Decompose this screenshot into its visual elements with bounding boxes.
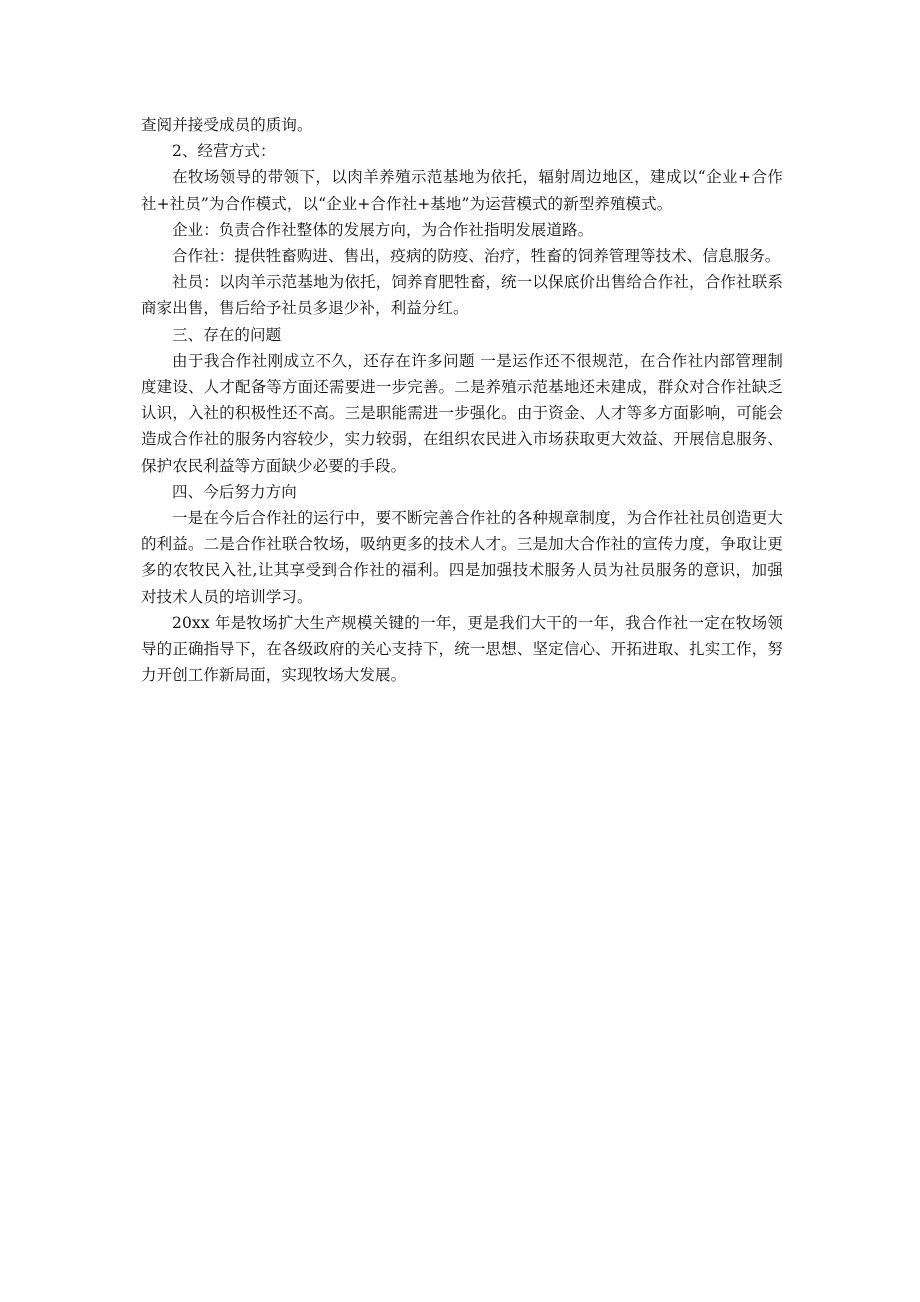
paragraph-future-direction: 一是在今后合作社的运行中，要不断完善合作社的各种规章制度，为合作社社员创造更大的利益。二是合作社联合牧场，吸纳更多的技术人才。三是加大合作社的宣传力度，争取让更多的农牧民入社,让其享受到合作社的福利。四是加强技术服务人员为社员服务的意识，加强对技术人员的培训学习。 (141, 509, 783, 606)
paragraph-continuation: 查阅并接受成员的质询。 (141, 116, 313, 134)
paragraph-problems: 由于我合作社刚成立不久，还存在许多问题 一是运作还不很规范，在合作社内部管理制度建设、人才配备等方面还需要进一步完善。二是养殖示范基地还未建成，群众对合作社缺乏认识，入社的积极性还不高。三是职能需进一步强化。由于资金、人才等多方面影响，可能会造成合作社的服务内容较少，实力较弱，在组织农民进入市场获取更大效益、开展信息服务、保护农民利益等方面缺少必要的手段。 (141, 351, 783, 475)
section-heading-business-mode: 2、经营方式： (172, 142, 276, 161)
section-heading-future-direction: 四、今后努力方向 (172, 482, 297, 501)
paragraph-business-mode: 在牧场领导的带领下，以肉羊养殖示范基地为依托，辐射周边地区，建成以“企业+合作社+社员”为合作模式，以“企业+合作社+基地”为运营模式的新型养殖模式。 (141, 168, 783, 213)
paragraph-cooperative-role: 合作社：提供牲畜购进、售出，疫病的防疫、治疗，牲畜的饲养管理等技术、信息服务。 (172, 247, 781, 266)
paragraph-enterprise-role: 企业：负责合作社整体的发展方向，为合作社指明发展道路。 (172, 220, 594, 239)
section-heading-problems: 三、存在的问题 (172, 325, 282, 344)
paragraph-member-role: 社员：以肉羊示范基地为依托，饲养育肥牲畜，统一以保底价出售给合作社，合作社联系商家出售，售后给予社员多退少补，利益分红。 (141, 273, 783, 318)
document-body (141, 112, 783, 688)
paragraph-conclusion: 20xx 年是牧场扩大生产规模关键的一年，更是我们大干的一年，我合作社一定在牧场领导的正确指导下，在各级政府的关心支持下，统一思想、坚定信心、开拓进取、扎实工作，努力开创工作新局面，实现牧场大发展。 (141, 613, 783, 685)
